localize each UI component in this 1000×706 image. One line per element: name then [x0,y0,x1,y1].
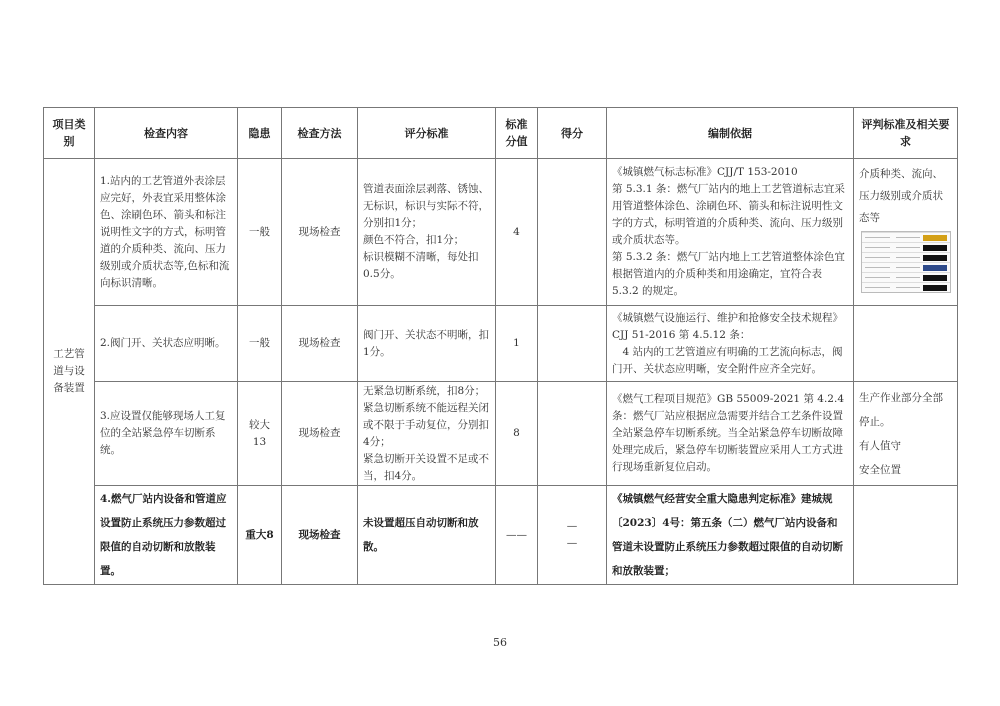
points-cell: —— [496,486,538,585]
method-cell: 现场检查 [282,306,358,382]
table-row [44,159,958,306]
points-cell: 4 [496,159,538,306]
requirements-cell [854,486,958,585]
header-hazard: 隐患 [238,108,282,159]
scoring-cell: 未设置超压自动切断和放散。 [358,486,496,585]
hazard-cell: 一般 [238,306,282,382]
color-swatch [923,245,947,251]
table-row [44,306,958,382]
scoring-cell: 无紧急切断系统，扣8分； 紧急切断系统不能远程关闭或不限于手动复位，分别扣4分； 紧急切断开关设置不足或不当，扣4分。 [358,382,496,486]
header-row [44,108,958,159]
header-scoring: 评分标准 [358,108,496,159]
header-method: 检查方法 [282,108,358,159]
color-swatch [923,255,947,261]
score-cell [538,382,607,486]
score-cell: — — [538,486,607,585]
content-cell: 2.阀门开、关状态应明晰。 [95,306,238,382]
table-row [44,486,958,585]
mini-table-row [862,242,950,252]
color-swatch [923,275,947,281]
content-cell: 1.站内的工艺管道外表涂层应完好，外表宜采用整体涂色、涂刷色环、箭头和标注说明性文字的方式，标明管道的介质种类、流向、压力级别或介质状态等,色标和流向标识清晰。 [95,159,238,306]
requirements-cell [854,306,958,382]
mini-table-row [862,282,950,292]
color-swatch [923,235,947,241]
requirements-text: 介质种类、流向、压力级别或介质状态等 [859,168,943,224]
method-cell: 现场检查 [282,159,358,306]
mini-table-row [862,252,950,262]
color-swatch [923,285,947,291]
score-cell [538,306,607,382]
mini-table-row [862,272,950,282]
hazard-cell: 一般 [238,159,282,306]
hazard-cell: 较大13 [238,382,282,486]
method-cell: 现场检查 [282,382,358,486]
pipe-color-table-image [861,231,951,293]
content-cell: 4.燃气厂站内设备和管道应设置防止系统压力参数超过限值的自动切断和放散装置。 [95,486,238,585]
content-cell: 3.应设置仅能够现场人工复位的全站紧急停车切断系统。 [95,382,238,486]
header-content: 检查内容 [95,108,238,159]
header-score: 得分 [538,108,607,159]
basis-cell: 《燃气工程项目规范》GB 55009-2021 第 4.2.4 条：燃气厂站应根据应急需要并结合工艺条件设置全站紧急停车切断系统。当全站紧急停车切断故障处理完成后，紧急停车切断装置应采用人工方式进行现场重新复位启动。 [607,382,854,486]
header-points: 标准分值 [496,108,538,159]
requirements-cell [854,159,958,306]
requirements-cell: 生产作业部分全部停止。 有人值守 安全位置 [854,382,958,486]
scoring-cell: 阀门开、关状态不明晰，扣1分。 [358,306,496,382]
inspection-table [43,107,958,585]
page-number: 56 [493,636,507,649]
method-cell: 现场检查 [282,486,358,585]
points-cell: 8 [496,382,538,486]
mini-table-row [862,232,950,242]
points-cell: 1 [496,306,538,382]
scoring-cell: 管道表面涂层剥落、锈蚀、无标识，标识与实际不符，分别扣1分； 颜色不符合，扣1分； 标识模糊不清晰，每处扣0.5分。 [358,159,496,306]
color-swatch [923,265,947,271]
header-requirements: 评判标准及相关要求 [854,108,958,159]
basis-cell: 《城镇燃气经营安全重大隐患判定标准》建城规〔2023〕4号：第五条（二）燃气厂站内设备和管道未设置防止系统压力参数超过限值的自动切断和放散装置； [607,486,854,585]
basis-cell: 《城镇燃气标志标准》CJJ/T 153-2010 第 5.3.1 条：燃气厂站内的地上工艺管道标志宜采用管道整体涂色、涂刷色环、箭头和标注说明性文字的方式，标明管道的介质种类、流向、压力级别或介质状态等。 第 5.3.2 条：燃气厂站内地上工艺管道整体涂色宜根据管道内的介质种类和用途确定，宜符合表 5.3.2 的规定。 [607,159,854,306]
header-basis: 编制依据 [607,108,854,159]
header-category: 项目类别 [44,108,95,159]
score-cell [538,159,607,306]
mini-table-row [862,262,950,272]
basis-cell: 《城镇燃气设施运行、维护和抢修安全技术规程》CJJ 51-2016 第 4.5.12 条： 4 站内的工艺管道应有明确的工艺流向标志，阀门开、关状态应明晰，安全附件应齐全完好。 [607,306,854,382]
category-cell: 工艺管道与设备装置 [44,159,95,585]
table-row [44,382,958,486]
hazard-cell: 重大8 [238,486,282,585]
